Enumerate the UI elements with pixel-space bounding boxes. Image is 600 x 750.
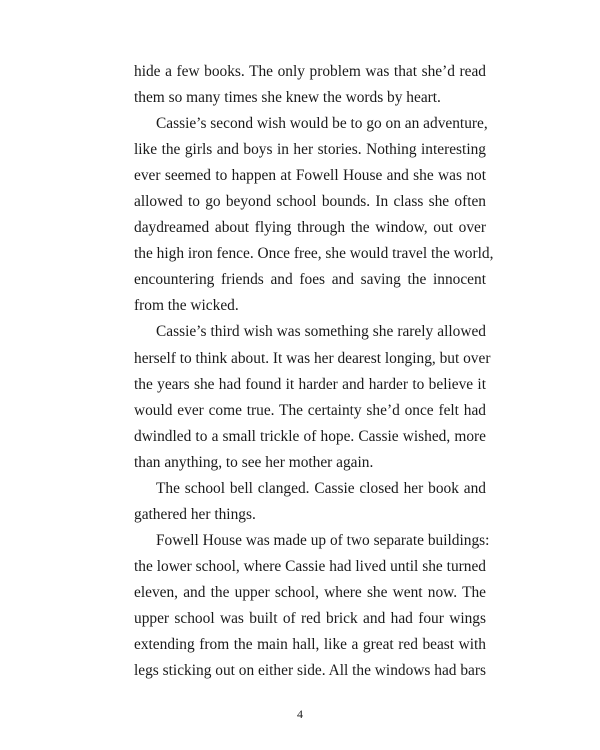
text-line: than anything, to see her mother again. [134, 453, 374, 471]
text-line: allowed to go beyond school bounds. In class she often [134, 193, 486, 211]
text-line: herself to think about. It was her dearest longing, but over [134, 349, 491, 367]
text-line: Fowell House was made up of two separate buildings: [156, 531, 490, 549]
text-line: dwindled to a small trickle of hope. Cassie wished, more [134, 427, 486, 445]
text-line: the lower school, where Cassie had lived until she turned [134, 557, 486, 575]
text-line: upper school was built of red brick and had four wings [134, 609, 486, 627]
text-line: The school bell clanged. Cassie closed her book and [156, 479, 486, 497]
text-line: ever seemed to happen at Fowell House and she was not [134, 167, 486, 185]
page-number: 4 [297, 707, 303, 721]
text-line: from the wicked. [134, 297, 239, 315]
text-line: Cassie’s third wish was something she rarely allowed [156, 323, 486, 341]
text-line: extending from the main hall, like a great red beast with [134, 636, 486, 654]
text-line: the years she had found it harder and harder to believe it [134, 375, 486, 393]
text-line: would ever come true. The certainty she’d once felt had [134, 401, 486, 419]
text-line: encountering friends and foes and saving the innocent [134, 271, 486, 289]
text-line: daydreamed about flying through the window, out over [134, 219, 486, 237]
text-line: hide a few books. The only problem was that she’d read [134, 63, 486, 80]
text-line: gathered her things. [134, 505, 256, 523]
text-line: Cassie’s second wish would be to go on an adventure, [156, 115, 488, 133]
text-line: legs sticking out on either side. All the windows had bars [134, 662, 486, 680]
text-line: them so many times she knew the words by heart. [134, 89, 441, 107]
text-line: the high iron fence. Once free, she would travel the world, [134, 245, 494, 263]
body-text [134, 59, 494, 684]
text-line: eleven, and the upper school, where she went now. The [134, 583, 486, 601]
text-line: like the girls and boys in her stories. Nothing interesting [134, 141, 486, 159]
